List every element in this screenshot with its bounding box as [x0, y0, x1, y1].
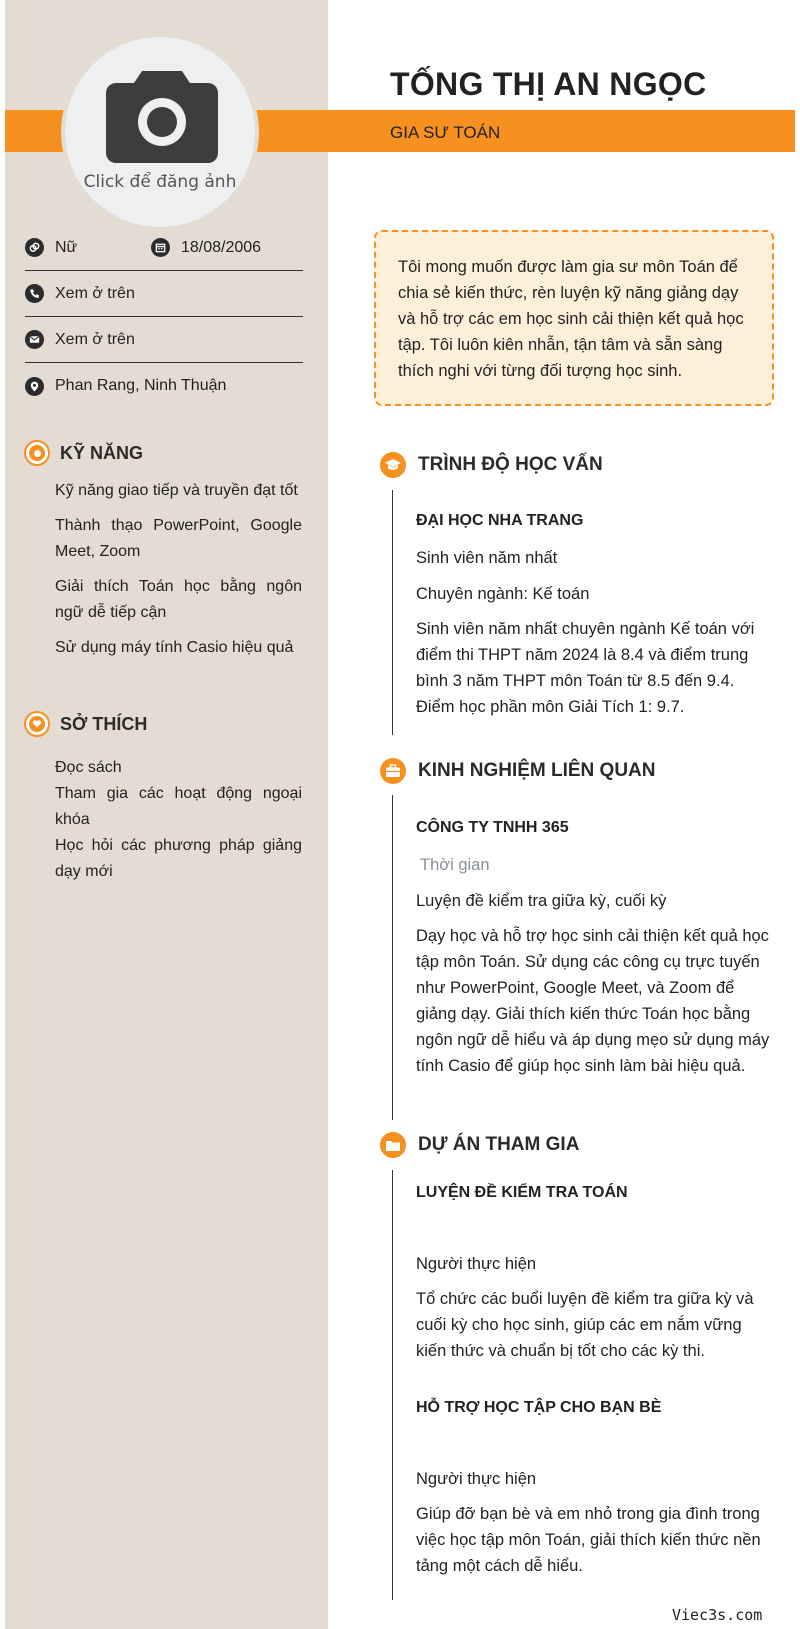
info-row-gender-dob	[25, 225, 303, 271]
calendar-icon	[151, 238, 170, 257]
project-description: Giúp đỡ bạn bè và em nhỏ trong gia đình trong việc học tập môn Toán, giải thích kiến thức nền tảng một cách dễ hiểu.	[416, 1505, 761, 1575]
info-row-email	[25, 317, 303, 363]
project-role: Người thực hiện	[416, 1470, 537, 1488]
skill-item: Giải thích Toán học bằng ngôn ngữ dễ tiếp cận	[55, 578, 302, 621]
project-name: HỖ TRỢ HỌC TẬP CHO BẠN BÈ	[416, 1399, 662, 1416]
footer-watermark: Viec3s.com	[672, 1606, 763, 1624]
avatar-upload[interactable]	[61, 33, 259, 231]
hobbies-heading-label: SỞ THÍCH	[60, 713, 148, 734]
experience-description: Dạy học và hỗ trợ học sinh cải thiện kết quả học tập môn Toán. Sử dụng các công cụ trực tuyến như PowerPoint, Google Meet, và Zoom để giảng dạy. Giải thích kiến thức Toán học bằng ngôn ngữ dễ hiểu và áp dụng mẹo sử dụng máy tính Casio để giúp học sinh làm bài hiệu quả.	[416, 927, 770, 1075]
briefcase-icon	[380, 758, 406, 784]
dob-value: 18/08/2006	[181, 238, 262, 256]
education-major: Chuyên ngành: Kế toán	[416, 585, 590, 603]
hobby-item: Tham gia các hoạt động ngoại khóa	[55, 785, 302, 828]
timeline-line	[392, 490, 393, 735]
education-description: Sinh viên năm nhất chuyên ngành Kế toán với điểm thi THPT năm 2024 là 8.4 và điểm trung bình 3 năm THPT môn Toán từ 8.5 đến 9.4. Điểm học phần môn Giải Tích 1: 9.7.	[416, 620, 755, 716]
projects-heading-label: DỰ ÁN THAM GIA	[418, 1134, 580, 1155]
experience-heading	[380, 758, 656, 784]
email-icon	[25, 330, 44, 349]
phone-icon	[25, 284, 44, 303]
project-entry	[416, 1180, 771, 1364]
experience-position: Luyện đề kiểm tra giữa kỳ, cuối kỳ	[416, 892, 667, 910]
education-entry	[416, 508, 771, 720]
experience-time: Thời gian	[420, 856, 490, 874]
project-role: Người thực hiện	[416, 1255, 537, 1273]
skill-item: Sử dụng máy tính Casio hiệu quả	[55, 639, 294, 656]
timeline-line	[392, 1170, 393, 1600]
candidate-name: TỐNG THỊ AN NGỌC	[390, 66, 707, 102]
education-heading	[380, 452, 603, 478]
experience-entry	[416, 815, 771, 1079]
job-title: GIA SƯ TOÁN	[390, 123, 501, 142]
phone-value: Xem ở trên	[55, 284, 135, 302]
hobbies-heading	[24, 711, 147, 737]
skills-heading	[24, 440, 143, 466]
timeline-line	[392, 795, 393, 1120]
email-value: Xem ở trên	[55, 330, 135, 348]
education-heading-label: TRÌNH ĐỘ HỌC VẤN	[418, 454, 603, 475]
skill-item: Thành thạo PowerPoint, Google Meet, Zoom	[55, 517, 302, 560]
hobby-item: Học hỏi các phương pháp giảng dạy mới	[55, 837, 302, 880]
company-name: CÔNG TY TNHH 365	[416, 819, 569, 836]
folder-icon	[380, 1132, 406, 1158]
project-name: LUYỆN ĐỀ KIỂM TRA TOÁN	[416, 1184, 628, 1201]
camera-icon	[104, 65, 220, 165]
gender-value: Nữ	[55, 238, 78, 256]
skills-list	[55, 478, 302, 670]
graduation-cap-icon	[380, 452, 406, 478]
experience-heading-label: KINH NGHIỆM LIÊN QUAN	[418, 760, 656, 781]
career-objective: Tôi mong muốn được làm gia sư môn Toán để chia sẻ kiến thức, rèn luyện kỹ năng giảng dạy và hỗ trợ các em học sinh cải thiện kết quả học tập. Tôi luôn kiên nhẫn, tận tâm và sẵn sàng thích nghi với từng đối tượng học sinh.	[374, 230, 774, 406]
project-description: Tổ chức các buổi luyện đề kiểm tra giữa kỳ và cuối kỳ cho học sinh, giúp các em nắm vững kiến thức và chuẩn bị tốt cho các kỳ thi.	[416, 1290, 754, 1360]
hobby-item: Đọc sách	[55, 759, 122, 776]
info-row-address	[25, 363, 303, 409]
location-pin-icon	[25, 377, 44, 396]
hobbies-list	[55, 755, 302, 885]
skill-item: Kỹ năng giao tiếp và truyền đạt tốt	[55, 482, 298, 499]
address-value: Phan Rang, Ninh Thuận	[55, 377, 227, 394]
target-icon	[24, 440, 50, 466]
gender-icon	[25, 238, 44, 257]
skills-heading-label: KỸ NĂNG	[60, 442, 144, 463]
info-row-phone	[25, 271, 303, 317]
project-entry	[416, 1395, 771, 1579]
school-name: ĐẠI HỌC NHA TRANG	[416, 512, 584, 529]
heart-icon	[24, 711, 50, 737]
education-status: Sinh viên năm nhất	[416, 549, 558, 567]
photo-upload-label: Click để đăng ảnh	[83, 172, 237, 192]
projects-heading	[380, 1132, 579, 1158]
